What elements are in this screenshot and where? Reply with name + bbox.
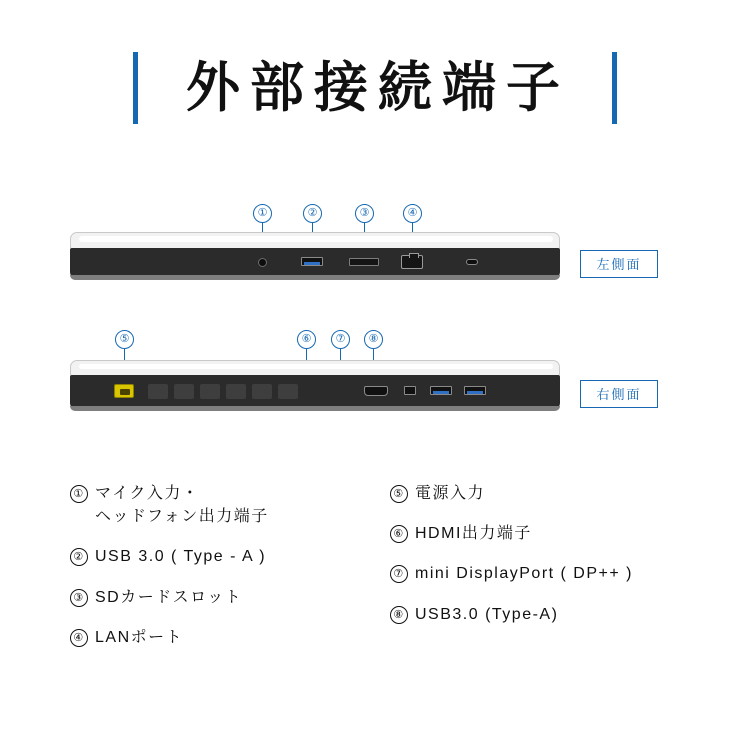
port-usb-a-left [301, 257, 323, 266]
laptop-base-foot [70, 275, 560, 280]
legend-label: LANポート [95, 628, 184, 646]
list-item [70, 545, 390, 568]
port-legend [0, 482, 750, 712]
callout-7: ⑦ [331, 330, 350, 349]
page-title: 外部接続端子 [186, 58, 570, 118]
port-lan [401, 255, 423, 269]
legend-number: ③ [70, 589, 88, 607]
list-item [390, 603, 740, 626]
port-power-input [114, 384, 134, 398]
power-pin-icon [120, 389, 130, 395]
vent-grille [174, 384, 194, 399]
port-sd-card-slot [349, 258, 379, 266]
legend-number: ⑥ [390, 525, 408, 543]
laptop-lid-highlight-2 [79, 364, 553, 369]
callout-1: ① [253, 204, 272, 223]
usb-blue-tongue-icon [467, 391, 483, 394]
port-mini-displayport [404, 386, 416, 395]
page-header [0, 48, 750, 128]
vent-grille [226, 384, 246, 399]
device-diagram [0, 190, 750, 460]
legend-number: ⑦ [390, 565, 408, 583]
vent-grille [278, 384, 298, 399]
legend-label [95, 482, 390, 528]
label-right-side: 右側面 [580, 380, 658, 408]
laptop-lid-highlight [79, 236, 553, 242]
legend-label: USB3.0 (Type-A) [415, 605, 559, 623]
legend-label-line1: マイク入力・ [95, 485, 200, 502]
list-item [70, 586, 390, 609]
list-item [390, 482, 740, 505]
callout-6: ⑥ [297, 330, 316, 349]
usb-blue-tongue-icon [433, 391, 449, 394]
legend-number: ④ [70, 629, 88, 647]
legend-label: 電源入力 [415, 485, 486, 502]
lan-clip-icon [409, 253, 419, 258]
list-item [390, 522, 740, 545]
legend-label: USB 3.0 ( Type - A ) [95, 548, 267, 566]
laptop-lid-edge [70, 232, 560, 249]
legend-column-left [70, 482, 390, 666]
list-item [70, 482, 390, 528]
callout-8: ⑧ [364, 330, 383, 349]
callout-3: ③ [355, 204, 374, 223]
legend-number: ① [70, 485, 88, 503]
header-rule-right-icon [612, 52, 617, 124]
port-usb-a-right-1 [430, 386, 452, 395]
laptop-base-2 [70, 375, 560, 409]
legend-column-right [390, 482, 740, 643]
legend-label-line2: ヘッドフォン出力端子 [95, 508, 269, 526]
laptop-lid-edge-2 [70, 360, 560, 376]
legend-label: mini DisplayPort ( DP++ ) [415, 565, 633, 583]
legend-label: SDカードスロット [95, 588, 243, 606]
port-hdmi [364, 386, 388, 396]
vent-grille [148, 384, 168, 399]
header-rule-left-icon [133, 52, 138, 124]
legend-number: ② [70, 548, 88, 566]
legend-label: HDMI出力端子 [415, 525, 532, 543]
label-left-side: 左側面 [580, 250, 658, 278]
callout-5: ⑤ [115, 330, 134, 349]
port-audio-jack [258, 258, 267, 267]
port-usb-a-right-2 [464, 386, 486, 395]
callout-4: ④ [403, 204, 422, 223]
vent-grille [200, 384, 220, 399]
usb-blue-tongue-icon [304, 262, 320, 265]
vent-grille [252, 384, 272, 399]
list-item [390, 562, 740, 585]
port-security-lock [466, 259, 478, 265]
list-item [70, 626, 390, 649]
callout-2: ② [303, 204, 322, 223]
laptop-base-foot-2 [70, 406, 560, 411]
laptop-right-side-view [70, 360, 560, 418]
laptop-left-side-view [70, 232, 560, 284]
legend-number: ⑧ [390, 606, 408, 624]
legend-number: ⑤ [390, 485, 408, 503]
